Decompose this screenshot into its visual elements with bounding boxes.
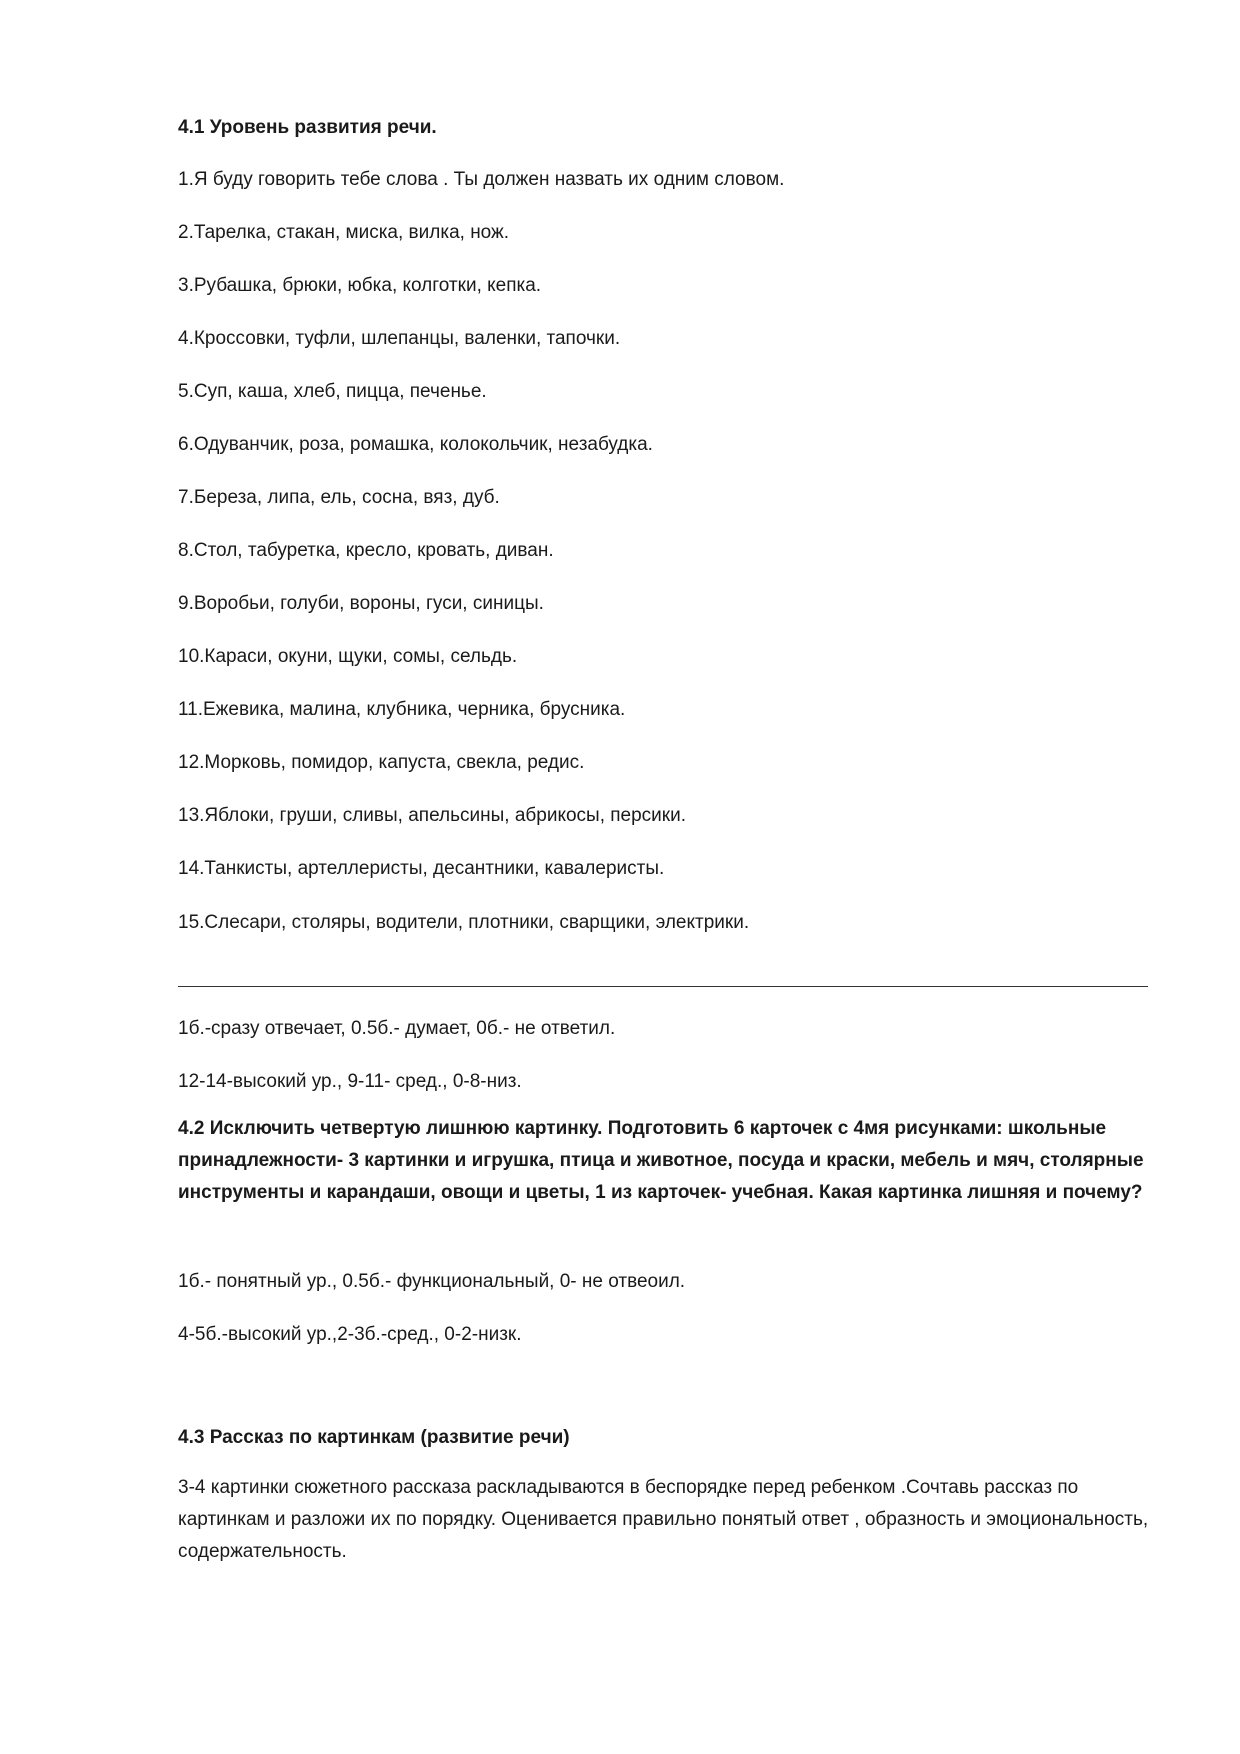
list-item: 6.Одуванчик, роза, ромашка, колокольчик, незабудка. — [178, 434, 653, 455]
list-item: 14.Танкисты, артеллеристы, десантники, кавалеристы. — [178, 858, 665, 879]
section-4-2-levels: 4-5б.-высокий ур.,2-3б.-сред., 0-2-низк. — [178, 1324, 522, 1345]
list-item: 7.Береза, липа, ель, сосна, вяз, дуб. — [178, 487, 500, 508]
section-4-3-heading: 4.3 Рассказ по картинкам (развитие речи) — [178, 1427, 570, 1448]
section-4-3-body: 3-4 картинки сюжетного рассказа раскладываются в беспорядке перед ребенком .Сочтавь рассказ по картинкам и разложи их по порядку. Оценивается правильно понятый ответ , образность и эмоциональность, содержательность. — [178, 1477, 1149, 1562]
list-item: 12.Морковь, помидор, капуста, свекла, редис. — [178, 752, 585, 773]
section-4-1-levels: 12-14-высокий ур., 9-11- сред., 0-8-низ. — [178, 1071, 522, 1092]
list-item: 13.Яблоки, груши, сливы, апельсины, абрикосы, персики. — [178, 805, 686, 826]
list-item: 9.Воробьи, голуби, вороны, гуси, синицы. — [178, 593, 544, 614]
list-item: 8.Стол, табуретка, кресло, кровать, диван. — [178, 540, 554, 561]
list-item: 10.Караси, окуни, щуки, сомы, сельдь. — [178, 646, 518, 667]
section-4-2-scoring: 1б.- понятный ур., 0.5б.- функциональный, 0- не отвеоил. — [178, 1271, 686, 1292]
list-item: 5.Суп, каша, хлеб, пицца, печенье. — [178, 381, 487, 402]
separator-line — [178, 986, 1148, 987]
section-4-1-heading: 4.1 Уровень развития речи. — [178, 117, 437, 138]
list-item: 15.Слесари, столяры, водители, плотники, сварщики, электрики. — [178, 912, 750, 933]
list-item: 2.Тарелка, стакан, миска, вилка, нож. — [178, 222, 510, 243]
list-item: 11.Ежевика, малина, клубника, черника, брусника. — [178, 699, 626, 720]
section-4-2-heading: 4.2 Исключить четвертую лишнюю картинку. Подготовить 6 карточек с 4мя рисунками: школьные принадлежности- 3 картинки и игрушка, птица и животное, посуда и краски, мебель и мяч, столярные инструменты и карандаши, овощи и цветы, 1 из карточек- учебная. Какая картинка лишняя и почему? — [178, 1118, 1144, 1203]
list-item: 4.Кроссовки, туфли, шлепанцы, валенки, тапочки. — [178, 328, 621, 349]
section-4-1-intro: 1.Я буду говорить тебе слова . Ты должен назвать их одним словом. — [178, 169, 785, 190]
section-4-1-scoring: 1б.-сразу отвечает, 0.5б.- думает, 0б.- не ответил. — [178, 1018, 616, 1039]
list-item: 3.Рубашка, брюки, юбка, колготки, кепка. — [178, 275, 542, 296]
